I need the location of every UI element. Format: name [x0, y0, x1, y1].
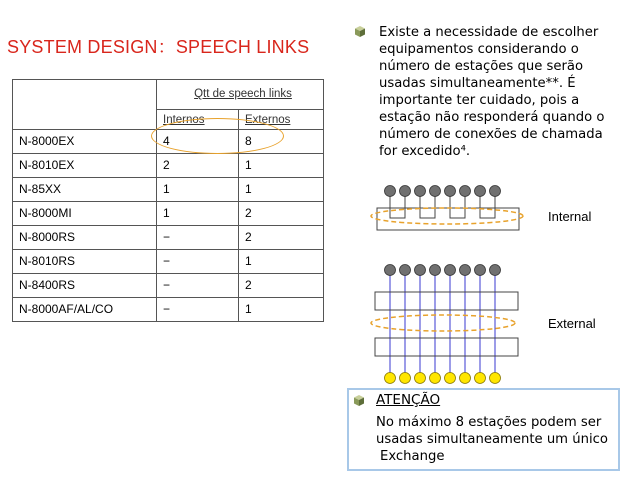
- model-cell: N-8000RS: [13, 226, 157, 250]
- highlight-oval: [151, 118, 284, 154]
- model-cell: N-85XX: [13, 178, 157, 202]
- internal-label: Internal: [548, 209, 592, 224]
- model-cell: N-8010RS: [13, 250, 157, 274]
- group-header-label: Qtt de speech links: [194, 88, 292, 100]
- external-cell: 1: [239, 154, 324, 178]
- internal-cell: −: [157, 274, 239, 298]
- model-cell: N-8000EX: [13, 130, 157, 154]
- model-cell: N-8010EX: [13, 154, 157, 178]
- attention-text-line: No máximo 8 estações podem ser usadas simultaneamente um único: [376, 415, 608, 447]
- model-cell: N-8400RS: [13, 274, 157, 298]
- internal-cell: 4: [157, 130, 239, 154]
- table-row: [13, 202, 324, 226]
- table-header-row: [13, 80, 324, 110]
- internal-cell: −: [157, 298, 239, 322]
- note-paragraph: Existe a necessidade de escolher equipamentos considerando o número de estações que serão usadas simultaneamente**. É importante ter cuidado, pois a estação não responderá quando o número de conexões de chamada for excedido⁴.: [379, 25, 605, 159]
- external-cell: 1: [239, 250, 324, 274]
- table-row: [13, 250, 324, 274]
- attention-title: ATENÇÃO: [376, 392, 441, 408]
- table-row: [13, 178, 324, 202]
- table-header-empty-cell: [13, 80, 157, 130]
- external-cell: 2: [239, 202, 324, 226]
- col-header-internal: Internos: [157, 110, 239, 130]
- table-group-header: [157, 80, 324, 110]
- table-row: [13, 226, 324, 250]
- table-row: [13, 274, 324, 298]
- table-row: [13, 154, 324, 178]
- slide-title: SYSTEM DESIGN：SPEECH LINKS: [7, 37, 310, 57]
- internal-links-diagram: [360, 180, 530, 238]
- attention-text-line: Exchange: [380, 449, 445, 464]
- external-cell: 2: [239, 274, 324, 298]
- model-cell: N-8000MI: [13, 202, 157, 226]
- external-cell: 8: [239, 130, 324, 154]
- attention-text: [376, 414, 621, 465]
- internal-cell: 1: [157, 202, 239, 226]
- model-cell: N-8000AF/AL/CO: [13, 298, 157, 322]
- external-cell: 2: [239, 226, 324, 250]
- external-cell: 1: [239, 178, 324, 202]
- external-cell: 1: [239, 298, 324, 322]
- cube-bullet-icon: [355, 26, 365, 37]
- internal-cell: −: [157, 226, 239, 250]
- cube-bullet-icon: [354, 395, 364, 406]
- internal-cell: −: [157, 250, 239, 274]
- speech-links-table: [12, 79, 324, 322]
- col-header-external: Externos: [239, 110, 324, 130]
- table-row: [13, 298, 324, 322]
- external-links-diagram: [360, 260, 530, 388]
- external-label: External: [548, 316, 596, 331]
- internal-cell: 2: [157, 154, 239, 178]
- internal-cell: 1: [157, 178, 239, 202]
